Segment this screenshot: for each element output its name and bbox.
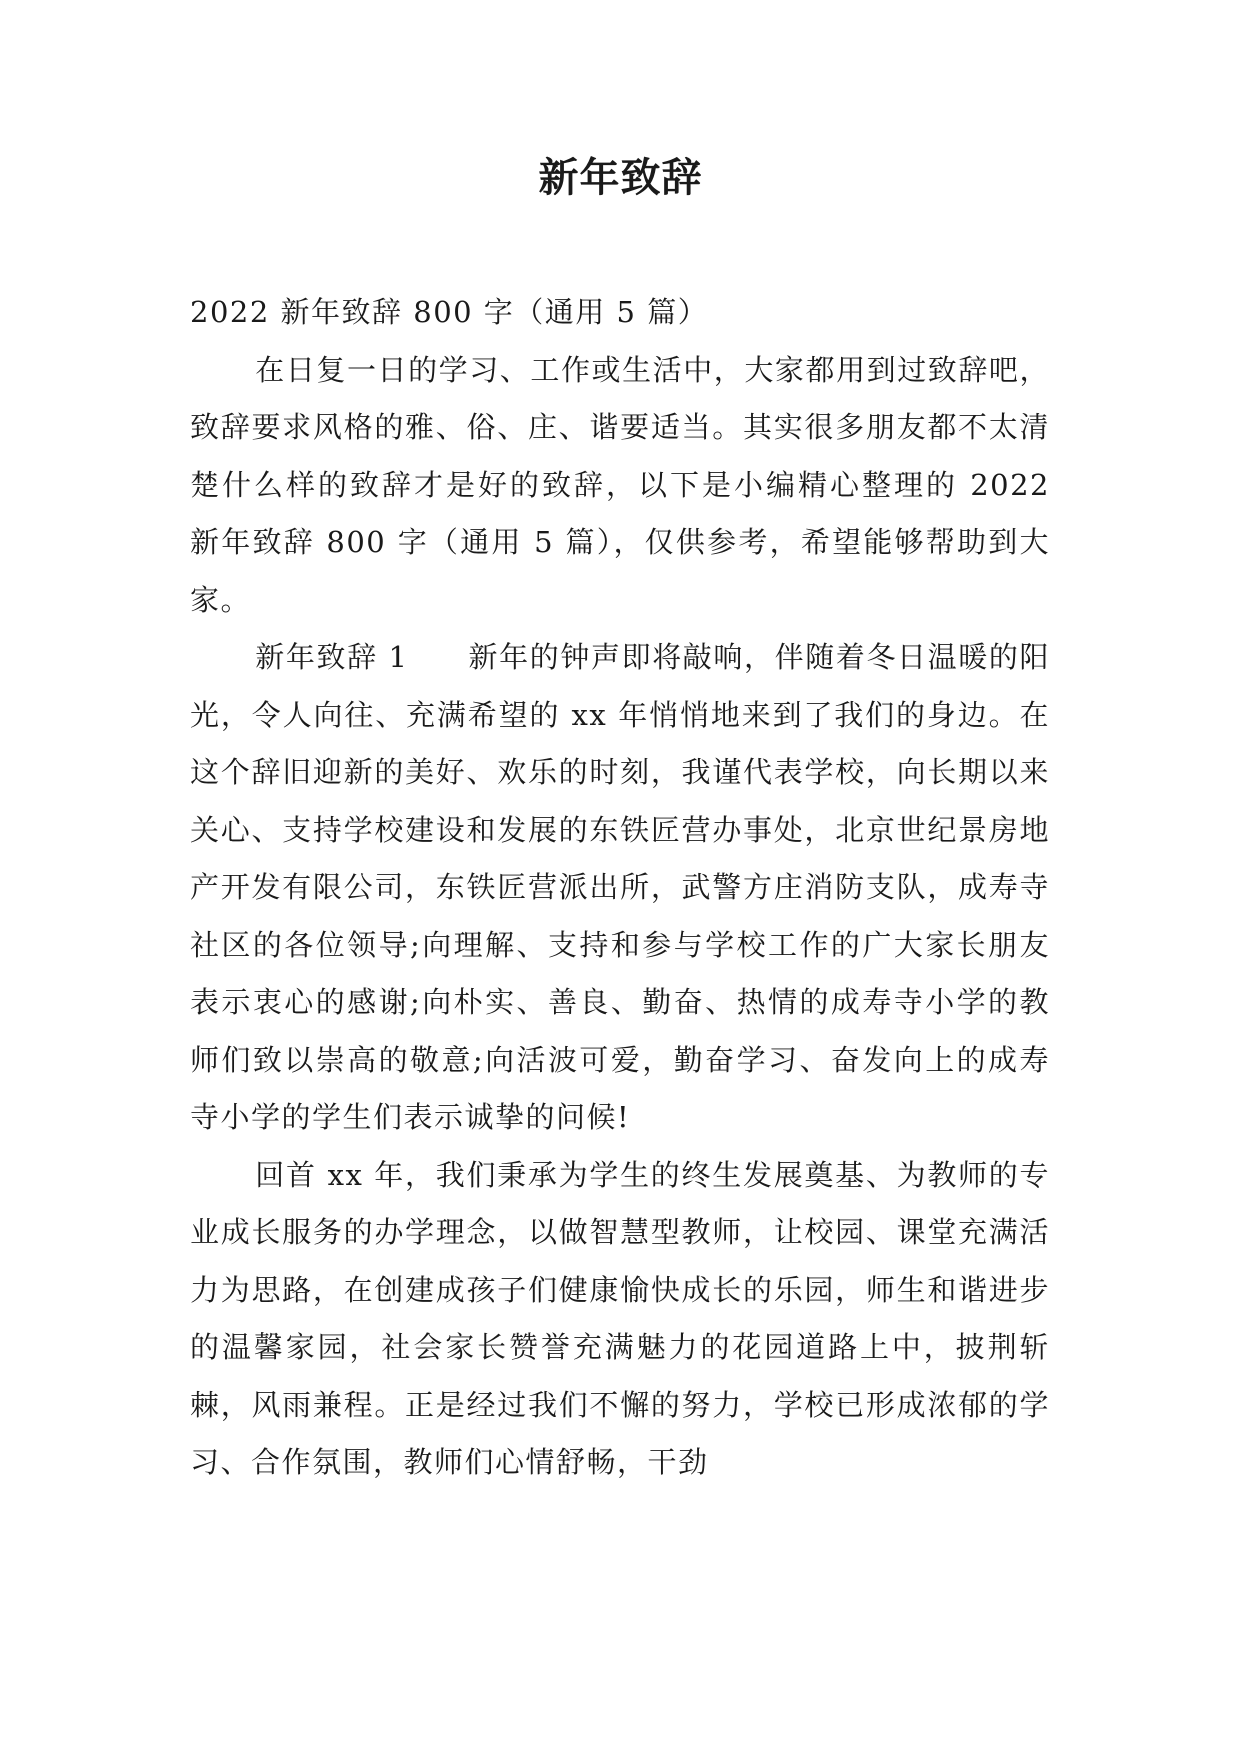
- document-subtitle: 2022 新年致辞 800 字（通用 5 篇）: [190, 295, 709, 329]
- document-body: [190, 284, 1050, 1492]
- document-title: 新年致辞: [538, 155, 703, 201]
- section-1-paragraph: [190, 629, 1050, 1147]
- body-paragraph-3: 回首 xx 年，我们秉承为学生的终生发展奠基、为教师的专业成长服务的办学理念，以做智慧型教师，让校园、课堂充满活力为思路，在创建成孩子们健康愉快成长的乐园，师生和谐进步的温馨家园，社会家长赞誉充满魅力的花园道路上中，披荆斩棘，风雨兼程。正是经过我们不懈的努力，学校已形成浓郁的学习、合作氛围，教师们心情舒畅，干劲: [190, 1157, 1050, 1479]
- intro-paragraph: 在日复一日的学习、工作或生活中，大家都用到过致辞吧，致辞要求风格的雅、俗、庄、谐要适当。其实很多朋友都不太清楚什么样的致辞才是好的致辞，以下是小编精心整理的 2022 新年致辞 800 字（通用 5 篇），仅供参考，希望能够帮助到大家。: [190, 352, 1050, 617]
- section-1-heading: 新年致辞 1: [255, 640, 409, 674]
- section-1-text: 新年的钟声即将敲响，伴随着冬日温暖的阳光，令人向往、充满希望的 xx 年悄悄地来到了我们的身边。在这个辞旧迎新的美好、欢乐的时刻，我谨代表学校，向长期以来关心、支持学校建设和发展的东铁匠营办事处，北京世纪景房地产开发有限公司，东铁匠营派出所，武警方庄消防支队，成寿寺社区的各位领导;向理解、支持和参与学校工作的广大家长朋友表示衷心的感谢;向朴实、善良、勤奋、热情的成寿寺小学的教师们致以崇高的敬意;向活波可爱，勤奋学习、奋发向上的成寿寺小学的学生们表示诚挚的问候!: [190, 640, 1050, 1134]
